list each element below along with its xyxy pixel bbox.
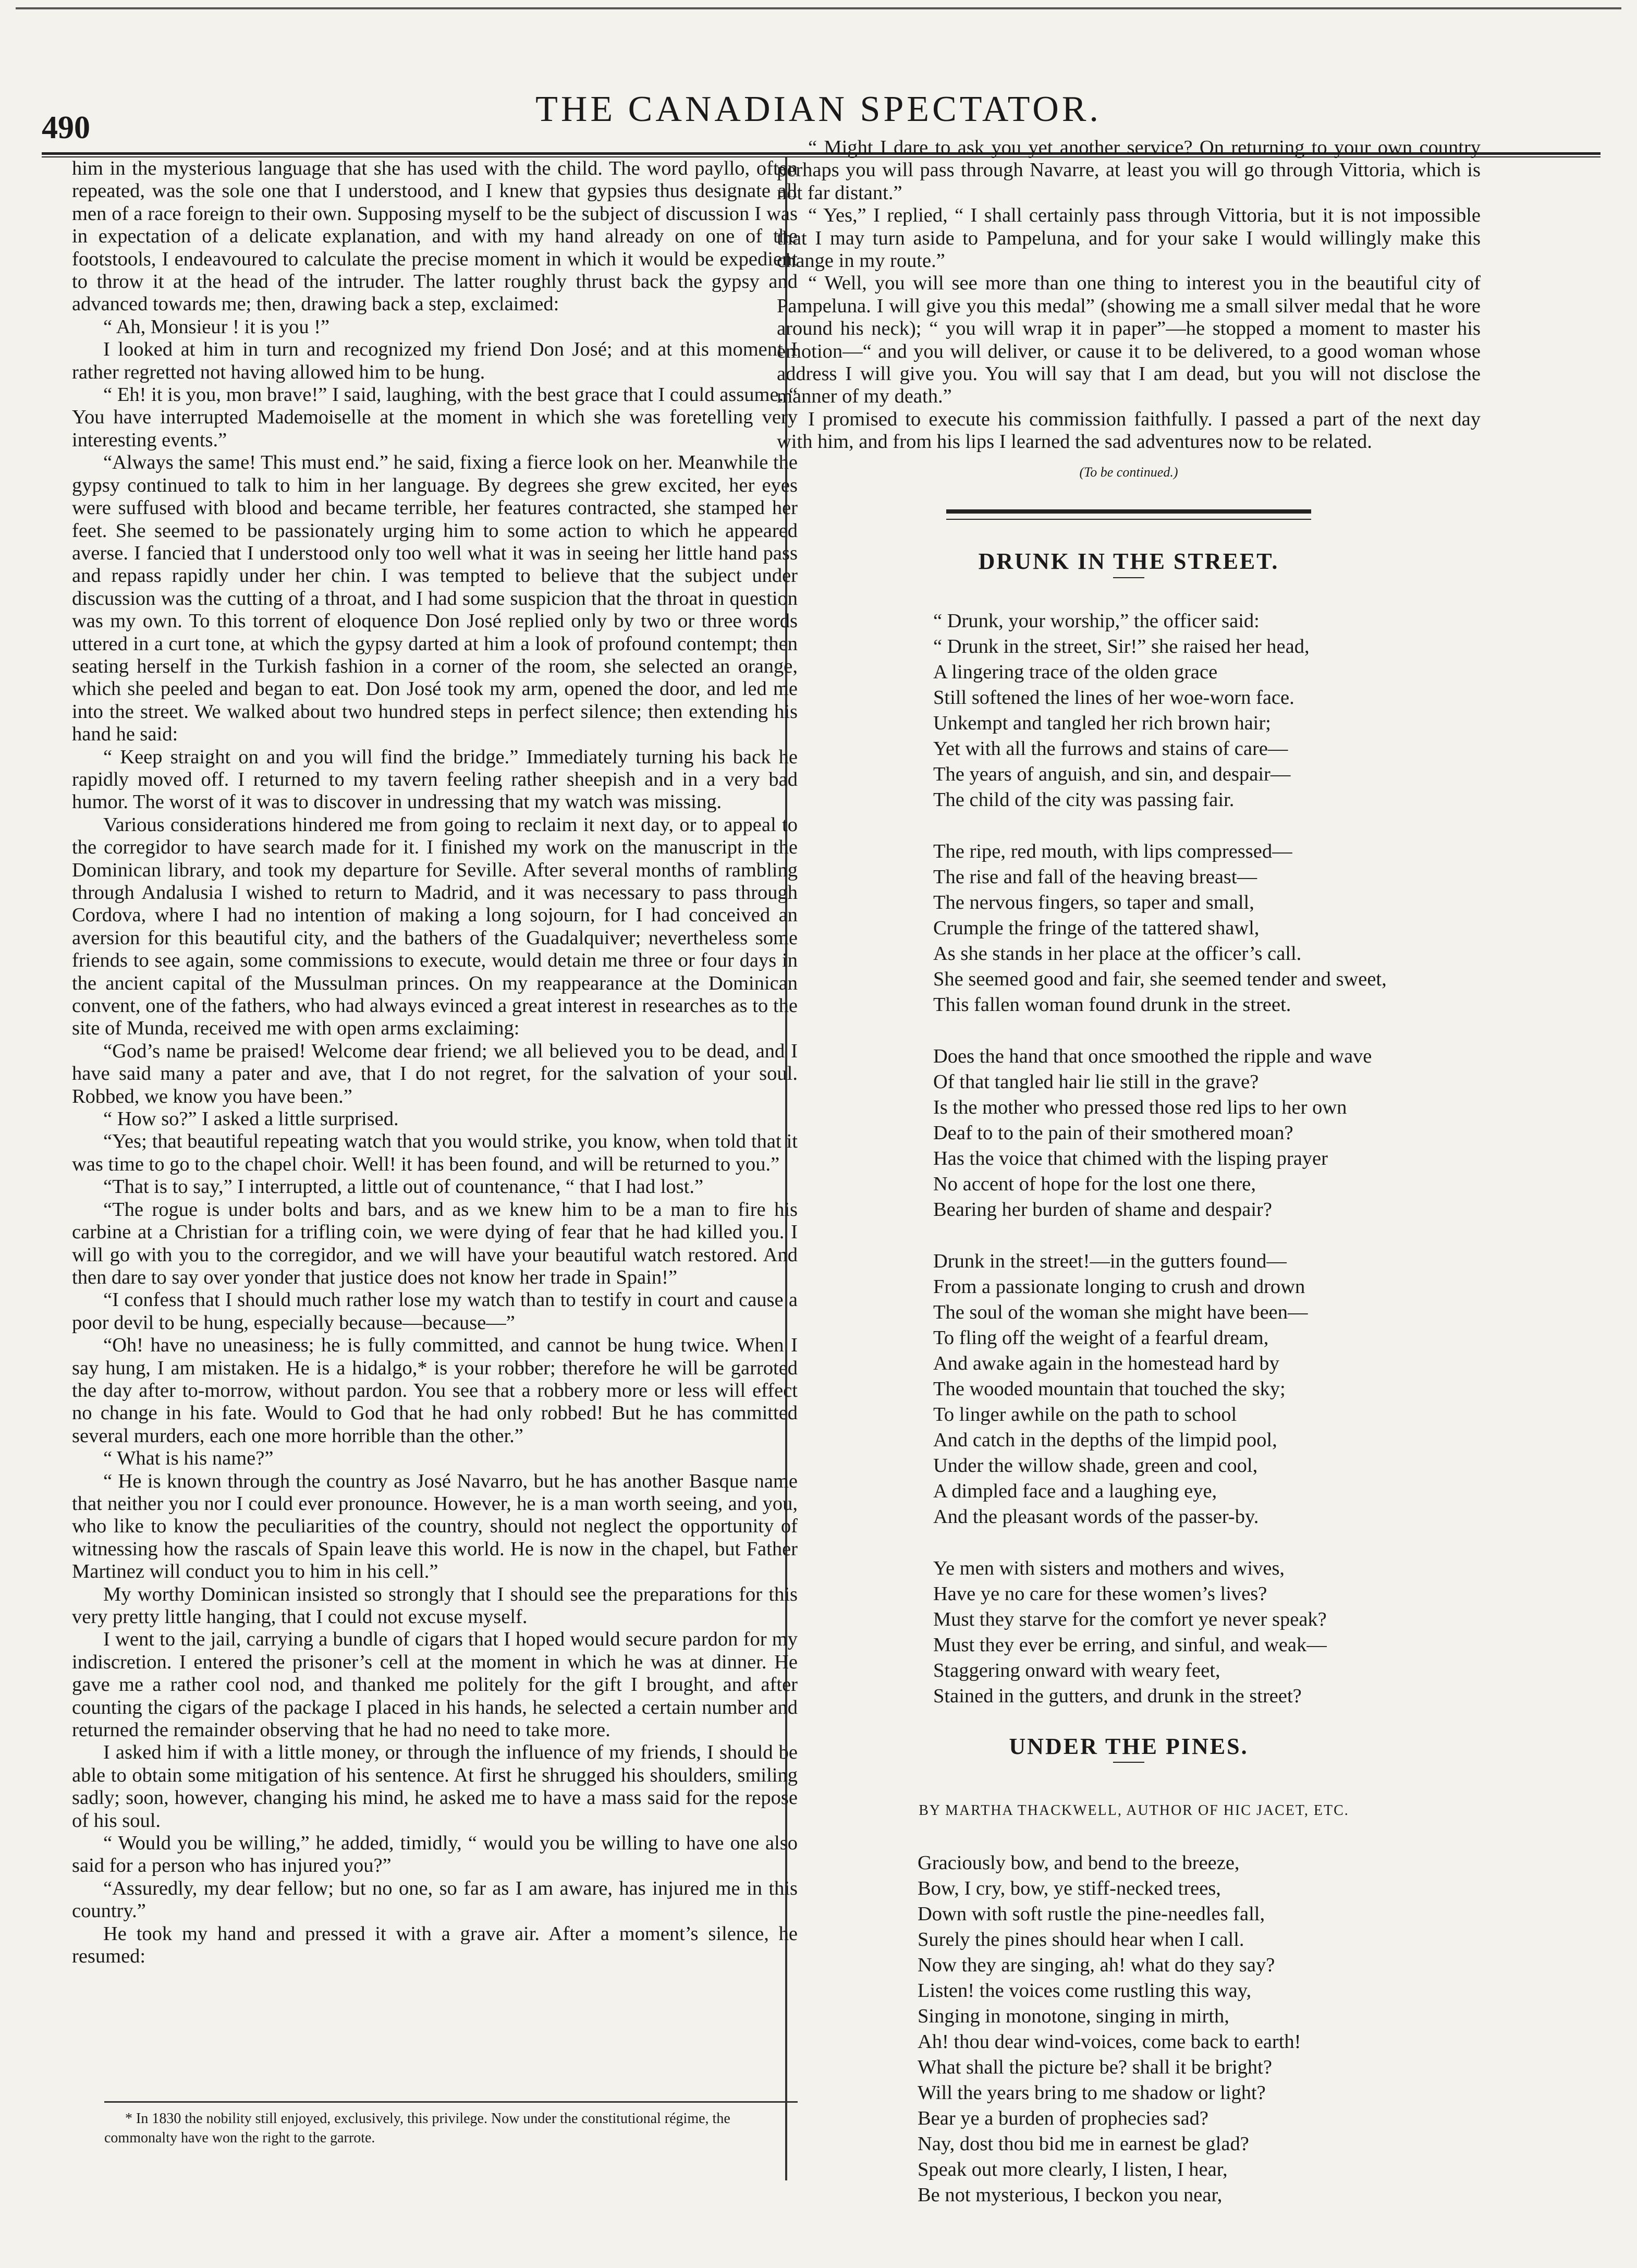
poem-line: Staggering onward with weary feet, [933, 1659, 1220, 1681]
poem-line: Must they ever be erring, and sinful, and weak— [933, 1633, 1327, 1656]
poem-line: Yet with all the furrows and stains of care— [933, 737, 1288, 760]
poem-line: Drunk in the street!—in the gutters found— [933, 1250, 1287, 1272]
paragraph: “ Eh! it is you, mon brave!” I said, laughing, with the best grace that I could assume. “ You have interrupted Mademoiselle at the moment in which she was foretelling very interesting events.” [72, 384, 798, 451]
poem-line: Is the mother who pressed those red lips to her own [933, 1096, 1347, 1118]
poem-line: To linger awhile on the path to school [933, 1403, 1237, 1425]
poem-line: Of that tangled hair lie still in the grave? [933, 1070, 1259, 1093]
poem-line: Ye men with sisters and mothers and wives, [933, 1557, 1285, 1579]
poem-line: Nay, dost thou bid me in earnest be glad? [918, 2133, 1249, 2155]
paragraph: “ How so?” I asked a little surprised. [103, 1108, 399, 1130]
poem-line: Down with soft rustle the pine-needles fall, [918, 1903, 1265, 1925]
paragraph: “That is to say,” I interrupted, a little out of countenance, “ that I had lost.” [103, 1176, 704, 1198]
title-rule [1113, 577, 1144, 578]
poem-line: Must they starve for the comfort ye never speak? [933, 1608, 1327, 1630]
poem-line: A lingering trace of the olden grace [933, 661, 1218, 683]
poem-line: Be not mysterious, I beckon you near, [918, 2184, 1223, 2206]
poem-line: Surely the pines should hear when I call. [918, 1929, 1244, 1951]
poem-line: To fling off the weight of a fearful dream, [933, 1326, 1269, 1349]
poem-line: Will the years bring to me shadow or light? [918, 2082, 1266, 2104]
poem-under-the-pines [918, 1850, 1481, 2208]
poem-line: The soul of the woman she might have been— [933, 1301, 1308, 1323]
page-number: 490 [42, 110, 90, 145]
poem-line: And awake again in the homestead hard by [933, 1352, 1279, 1374]
paragraph: “ Keep straight on and you will find the bridge.” Immediately turning his back he rapidly moved off. I returned to my tavern feeling rather sheepish and in a very bad humor. The worst of it was to discover in undressing that my watch was missing. [72, 746, 798, 813]
poem-line: This fallen woman found drunk in the street. [933, 993, 1291, 1016]
stanza [933, 839, 1481, 1018]
poem-line: Deaf to to the pain of their smothered moan? [933, 1121, 1293, 1144]
section-double-rule [946, 509, 1311, 520]
poem-line: “ Drunk in the street, Sir!” she raised her head, [933, 635, 1310, 657]
poem-line: A dimpled face and a laughing eye, [933, 1480, 1217, 1502]
paragraph: I asked him if with a little money, or through the influence of my friends, I should be able to obtain some mitigation of his sentence. At first he shrugged his shoulders, smiling sadly; soon, however, changing his mind, he asked me to have a mass said for the repose of his soul. [72, 1741, 798, 1832]
paragraph: I promised to execute his commission faithfully. I passed a part of the next day with him, and from his lips I learned the sad adventures now to be related. [777, 408, 1481, 453]
paragraph: “ Yes,” I replied, “ I shall certainly pass through Vittoria, but it is not impossible that I may turn aside to Pampeluna, and for your sake I would willingly make this change in my route.” [777, 204, 1481, 272]
poem-line: From a passionate longing to crush and drown [933, 1275, 1305, 1298]
poem-title: UNDER THE PINES. [1009, 1733, 1249, 1759]
footnote-rule [104, 2101, 798, 2103]
paragraph: “ He is known through the country as José Navarro, but he has another Basque name that neither you nor I could ever pronounce. However, he is a man worth seeing, and you, who like to know the peculiarities of the country, should not neglect the opportunity of witnessing how the rascals of Spain leave this world. He is now in the chapel, but Father Martinez will conduct you to him in his cell.” [72, 1470, 798, 1583]
poem-line: Now they are singing, ah! what do they say? [918, 1954, 1275, 1977]
poem-line: Bow, I cry, bow, ye stiff-necked trees, [918, 1877, 1221, 1900]
poem-line: Has the voice that chimed with the lisping prayer [933, 1147, 1328, 1169]
poem-line: The child of the city was passing fair. [933, 788, 1235, 811]
poem-line: Stained in the gutters, and drunk in the street? [933, 1685, 1302, 1707]
paragraph: “Yes; that beautiful repeating watch that you would strike, you know, when told that it was time to go to the chapel choir. Well! it has been found, and will be returned to you.” [72, 1130, 798, 1175]
poem-line: Still softened the lines of her woe-worn face. [933, 686, 1294, 709]
poem-line: Does the hand that once smoothed the ripple and wave [933, 1045, 1372, 1067]
footnote: * In 1830 the nobility still enjoyed, exclusively, this privilege. Now under the constitutional régime, the commonalty have won the right to the garrote. [104, 2111, 730, 2146]
poem-line: And catch in the depths of the limpid pool, [933, 1429, 1277, 1451]
poem-line: No accent of hope for the lost one there, [933, 1173, 1256, 1195]
poem-line: Have ye no care for these women’s lives? [933, 1582, 1267, 1605]
paragraph: I looked at him in turn and recognized my friend Don José; and at this moment I rather regretted not having allowed him to be hung. [72, 338, 798, 383]
to-be-continued: (To be continued.) [1079, 464, 1178, 480]
poem-line: The years of anguish, and sin, and despair— [933, 763, 1291, 785]
poem-line: The nervous fingers, so taper and small, [933, 891, 1254, 913]
right-column [777, 137, 1481, 2208]
paragraph: “Always the same! This must end.” he said, fixing a fierce look on her. Meanwhile the gypsy continued to talk to him in her language. By degrees she grew excited, her eyes were suffused with blood and became terrible, her features contracted, she stamped her feet. She seemed to be passionately urging him to some action to which he appeared averse. I fancied that I understood only too well what it was in seeing her little hand pass and repass rapidly under her chin. I was tempted to believe that the subject under discussion was the cutting of a throat, and I had some suspicion that the throat in question was my own. To this torrent of eloquence Don José replied only by two or three words uttered in a curt tone, at which the gypsy darted at him a look of profound contempt; then seating herself in the Turkish fashion in a corner of the room, she selected an orange, which she peeled and began to eat. Don José took my arm, opened the door, and led me into the street. We walked about two hundred steps in perfect silence; then extending his hand he said: [72, 452, 798, 746]
paragraph: He took my hand and pressed it with a grave air. After a moment’s silence, he resumed: [72, 1922, 798, 1968]
poem-title: DRUNK IN THE STREET. [978, 548, 1279, 575]
poem-line: Listen! the voices come rustling this way, [918, 1980, 1252, 2002]
paragraph: “I confess that I should much rather lose my watch than to testify in court and cause a poor devil to be hung, especially because—because—” [72, 1289, 798, 1334]
poem-line: And the pleasant words of the passer-by. [933, 1505, 1259, 1528]
title-rule [1113, 1762, 1144, 1763]
paragraph: I went to the jail, carrying a bundle of cigars that I hoped would secure pardon for my indiscretion. I entered the prisoner’s cell at the moment in which he was at dinner. He gave me a rather cool nod, and thanked me politely for the gift I brought, and after counting the cigars of the package I placed in his hands, he selected a certain number and returned the remainder observing that he had no need to take more. [72, 1628, 798, 1741]
byline: BY MARTHA THACKWELL, AUTHOR OF HIC JACET, ETC. [919, 1802, 1349, 1819]
poem-line: Ah! thou dear wind-voices, come back to earth! [918, 2031, 1301, 2053]
poem-line: The rise and fall of the heaving breast— [933, 865, 1257, 888]
poem-line: Graciously bow, and bend to the breeze, [918, 1852, 1240, 1874]
poem-line: As she stands in her place at the officer’s call. [933, 942, 1302, 965]
left-column [72, 157, 798, 1968]
top-border-rule [16, 7, 1621, 9]
paragraph: “God’s name be praised! Welcome dear friend; we all believed you to be dead, and I have said many a pater and ave, that I do not regret, for the salvation of your soul. Robbed, we know you have been.” [72, 1040, 798, 1107]
stanza [933, 1044, 1481, 1223]
paragraph: “ Well, you will see more than one thing to interest you in the beautiful city of Pampeluna. I will give you this medal” (showing me a small silver medal that he wore around his neck); “ you will wrap it in paper”—he stopped a moment to master his emotion—“ and you will deliver, or cause it to be delivered, to a good woman whose address I will give you. You will say that I am dead, but you will not disclose the manner of my death.” [777, 272, 1481, 408]
stanza [933, 1249, 1481, 1530]
paragraph: “ Ah, Monsieur ! it is you !” [103, 315, 330, 338]
poem-line: Unkempt and tangled her rich brown hair; [933, 712, 1271, 734]
poem-line: Bear ye a burden of prophecies sad? [918, 2107, 1209, 2130]
paragraph: “Assuredly, my dear fellow; but no one, so far as I am aware, has injured me in this country.” [72, 1877, 798, 1922]
poem-line: Crumple the fringe of the tattered shawl, [933, 917, 1260, 939]
paragraph: Various considerations hindered me from going to reclaim it next day, or to appeal to the corregidor to have search made for it. I finished my work on the manuscript in the Dominican library, and took my departure for Seville. After several months of rambling through Andalusia I wished to return to Madrid, and it was necessary to pass through Cordova, where I had no intention of making a long sojourn, for I had conceived an aversion for this beautiful city, and the bathers of the Guadalquiver; nevertheless some friends to see again, some commissions to execute, would detain me three or four days in the ancient capital of the Mussulman princes. On my reappearance at the Dominican convent, one of the fathers, who had always evinced a great interest in researches as to the site of Munda, received me with open arms exclaiming: [72, 813, 798, 1040]
paragraph: him in the mysterious language that she has used with the child. The word payllo, often repeated, was the sole one that I understood, and I knew that gypsies thus designate all men of a race foreign to their own. Supposing myself to be the subject of discussion I was in expectation of a delicate explanation, and with my hand already on one of the footstools, I endeavoured to calculate the precise moment in which it would be expedient to throw it at the head of the intruder. The latter roughly thrust back the gypsy and advanced towards me; then, drawing back a step, exclaimed: [72, 157, 798, 315]
stanza [933, 1556, 1481, 1709]
poem-line: Bearing her burden of shame and despair? [933, 1198, 1272, 1221]
poem-line: Speak out more clearly, I listen, I hear, [918, 2159, 1228, 2181]
stanza [933, 608, 1481, 813]
poem-line: “ Drunk, your worship,” the officer said: [933, 609, 1260, 632]
poem-line: The ripe, red mouth, with lips compressed— [933, 840, 1292, 862]
paragraph: “ Would you be willing,” he added, timidly, “ would you be willing to have one also said for a person who has injured you?” [72, 1832, 798, 1877]
paragraph: My worthy Dominican insisted so strongly that I should see the preparations for this very pretty little hanging, that I could not excuse myself. [72, 1583, 798, 1628]
poem-line: She seemed good and fair, she seemed tender and sweet, [933, 968, 1387, 990]
poem-line: Singing in monotone, singing in mirth, [918, 2005, 1229, 2028]
poem-drunk-in-the-street [933, 608, 1481, 1709]
paragraph: “Oh! have no uneasiness; he is fully committed, and cannot be hung twice. When I say hung, I am mistaken. He is a hidalgo,* is your robber; therefore he will be garroted the day after to-morrow, without pardon. You see that a robbery more or less will effect no change in his fate. Would to God that he had only robbed! But he has committed several murders, each one more horrible than the other.” [72, 1334, 798, 1447]
paragraph: “The rogue is under bolts and bars, and as we knew him to be a man to fire his carbine at a Christian for a trifling coin, we were dying of fear that he had killed you. I will go with you to the corregidor, and we will have your beautiful watch restored. And then dare to say over yonder that justice does not know her trade in Spain!” [72, 1198, 798, 1288]
paragraph: “ What is his name?” [103, 1447, 274, 1470]
publication-title: THE CANADIAN SPECTATOR. [535, 89, 1102, 129]
poem-line: Under the willow shade, green and cool, [933, 1454, 1258, 1477]
poem-line: What shall the picture be? shall it be bright? [918, 2056, 1272, 2079]
poem-line: The wooded mountain that touched the sky; [933, 1377, 1286, 1400]
paragraph: “ Might I dare to ask you yet another service? On returning to your own country perhaps you will pass through Navarre, at least you will go through Vittoria, which is not far distant.” [777, 137, 1481, 204]
